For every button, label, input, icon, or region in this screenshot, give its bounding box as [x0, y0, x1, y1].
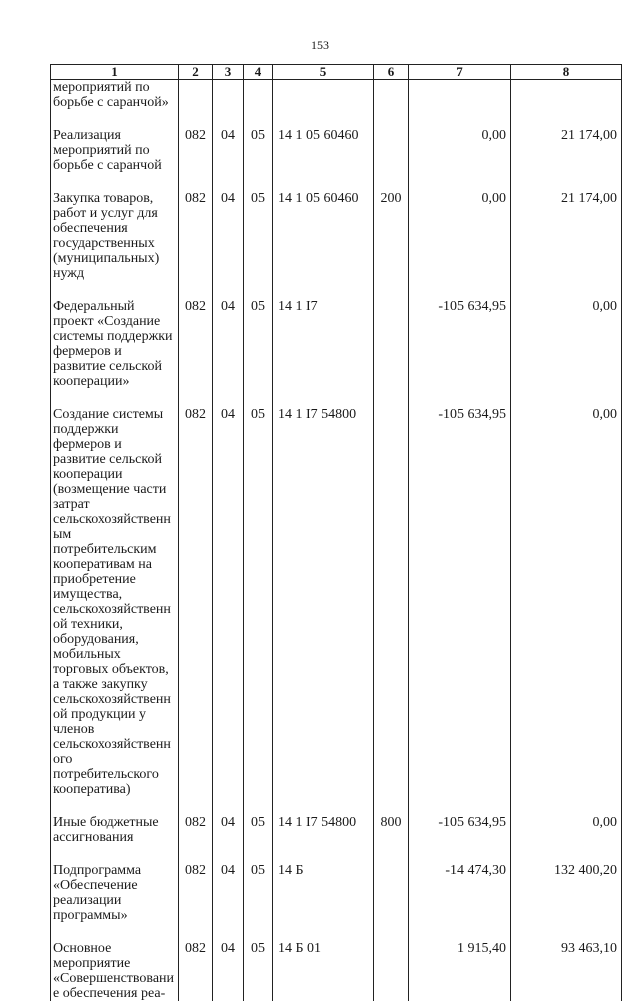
- spacer-cell: [409, 110, 511, 128]
- item-name: Закупка товаров, работ и услуг для обеспечения государственных (муниципальных) нужд: [51, 191, 179, 281]
- spacer-cell: [213, 845, 244, 863]
- spacer-cell: [409, 845, 511, 863]
- col-header-5: 5: [273, 65, 374, 80]
- spacer-cell: [213, 110, 244, 128]
- target-article-code: 14 1 I7 54800: [273, 407, 374, 797]
- spacer-cell: [51, 110, 179, 128]
- item-name: Создание системы поддержки фермеров и развитие сельской кооперации (возмещение части затрат сельскохозяйственным потребительским кооперативам на приобретение имущества, сельскохозяйственной техники, оборудования, мобильных торговых объектов, а также закупку сельскохозяйственной продукции у членов сельскохозяйственного потребительского кооператива): [51, 407, 179, 797]
- target-article-code: 14 Б 01: [273, 941, 374, 1001]
- spacer-cell: [511, 173, 622, 191]
- spacer-cell: [374, 173, 409, 191]
- spacer-cell: [511, 923, 622, 941]
- spacer-cell: [244, 281, 273, 299]
- row-spacer: [51, 173, 622, 191]
- spacer-cell: [179, 173, 213, 191]
- subsection-code: 05: [244, 191, 273, 281]
- spacer-cell: [511, 797, 622, 815]
- col-header-3: 3: [213, 65, 244, 80]
- spacer-cell: [51, 923, 179, 941]
- spacer-cell: [273, 389, 374, 407]
- ministry-code: 082: [179, 128, 213, 173]
- spacer-cell: [374, 845, 409, 863]
- item-name: Подпрограмма «Обеспечение реализации программы»: [51, 863, 179, 923]
- expense-type-code: 200: [374, 191, 409, 281]
- ministry-code: [179, 80, 213, 111]
- amount-change: [409, 80, 511, 111]
- spacer-cell: [273, 281, 374, 299]
- col-header-7: 7: [409, 65, 511, 80]
- spacer-cell: [409, 281, 511, 299]
- amount-change: 1 915,40: [409, 941, 511, 1001]
- amount-change: -14 474,30: [409, 863, 511, 923]
- section-code: 04: [213, 407, 244, 797]
- subsection-code: 05: [244, 941, 273, 1001]
- spacer-cell: [273, 173, 374, 191]
- spacer-cell: [179, 389, 213, 407]
- spacer-cell: [409, 797, 511, 815]
- table-row: [51, 80, 622, 111]
- item-name: мероприятий по борьбе с саранчой»: [51, 80, 179, 111]
- spacer-cell: [51, 281, 179, 299]
- expense-type-code: [374, 941, 409, 1001]
- item-name: Основное мероприятие «Совершенствование обеспечения реа-: [51, 941, 179, 1001]
- spacer-cell: [244, 110, 273, 128]
- row-spacer: [51, 797, 622, 815]
- amount-change: -105 634,95: [409, 815, 511, 845]
- row-spacer: [51, 845, 622, 863]
- ministry-code: 082: [179, 941, 213, 1001]
- section-code: 04: [213, 815, 244, 845]
- table-row: [51, 941, 622, 1001]
- spacer-cell: [374, 923, 409, 941]
- item-name: Федеральный проект «Создание системы поддержки фермеров и развитие сельской кооперации»: [51, 299, 179, 389]
- amount-total: 21 174,00: [511, 191, 622, 281]
- subsection-code: 05: [244, 863, 273, 923]
- table-row: [51, 191, 622, 281]
- spacer-cell: [511, 845, 622, 863]
- spacer-cell: [51, 389, 179, 407]
- spacer-cell: [244, 845, 273, 863]
- expense-type-code: 800: [374, 815, 409, 845]
- amount-total: 93 463,10: [511, 941, 622, 1001]
- expense-type-code: [374, 407, 409, 797]
- spacer-cell: [179, 110, 213, 128]
- spacer-cell: [409, 173, 511, 191]
- col-header-1: 1: [51, 65, 179, 80]
- table-body: [51, 80, 622, 1001]
- ministry-code: 082: [179, 191, 213, 281]
- spacer-cell: [244, 173, 273, 191]
- expense-type-code: [374, 299, 409, 389]
- ministry-code: 082: [179, 863, 213, 923]
- spacer-cell: [179, 281, 213, 299]
- amount-change: -105 634,95: [409, 407, 511, 797]
- target-article-code: [273, 80, 374, 111]
- target-article-code: 14 1 05 60460: [273, 191, 374, 281]
- table-row: [51, 815, 622, 845]
- section-code: 04: [213, 191, 244, 281]
- spacer-cell: [213, 281, 244, 299]
- section-code: 04: [213, 299, 244, 389]
- spacer-cell: [273, 923, 374, 941]
- section-code: 04: [213, 128, 244, 173]
- spacer-cell: [213, 173, 244, 191]
- subsection-code: [244, 80, 273, 111]
- spacer-cell: [374, 281, 409, 299]
- budget-table: [50, 64, 622, 1001]
- spacer-cell: [511, 110, 622, 128]
- spacer-cell: [179, 845, 213, 863]
- item-name: Реализация мероприятий по борьбе с саранчой: [51, 128, 179, 173]
- target-article-code: 14 1 I7: [273, 299, 374, 389]
- header-row: [51, 65, 622, 80]
- ministry-code: 082: [179, 299, 213, 389]
- ministry-code: 082: [179, 815, 213, 845]
- col-header-4: 4: [244, 65, 273, 80]
- spacer-cell: [244, 797, 273, 815]
- table-row: [51, 407, 622, 797]
- amount-change: 0,00: [409, 191, 511, 281]
- spacer-cell: [273, 845, 374, 863]
- spacer-cell: [213, 797, 244, 815]
- page-number: 153: [0, 38, 640, 53]
- spacer-cell: [51, 173, 179, 191]
- amount-change: 0,00: [409, 128, 511, 173]
- expense-type-code: [374, 128, 409, 173]
- target-article-code: 14 Б: [273, 863, 374, 923]
- col-header-8: 8: [511, 65, 622, 80]
- spacer-cell: [409, 389, 511, 407]
- table-row: [51, 863, 622, 923]
- row-spacer: [51, 281, 622, 299]
- spacer-cell: [51, 845, 179, 863]
- col-header-2: 2: [179, 65, 213, 80]
- spacer-cell: [511, 389, 622, 407]
- spacer-cell: [213, 389, 244, 407]
- amount-total: 132 400,20: [511, 863, 622, 923]
- spacer-cell: [179, 923, 213, 941]
- spacer-cell: [179, 797, 213, 815]
- row-spacer: [51, 389, 622, 407]
- expense-type-code: [374, 863, 409, 923]
- spacer-cell: [273, 797, 374, 815]
- spacer-cell: [244, 389, 273, 407]
- table-row: [51, 128, 622, 173]
- table-row: [51, 299, 622, 389]
- target-article-code: 14 1 05 60460: [273, 128, 374, 173]
- amount-total: 0,00: [511, 299, 622, 389]
- spacer-cell: [374, 797, 409, 815]
- subsection-code: 05: [244, 299, 273, 389]
- spacer-cell: [51, 797, 179, 815]
- subsection-code: 05: [244, 815, 273, 845]
- spacer-cell: [244, 923, 273, 941]
- spacer-cell: [273, 110, 374, 128]
- spacer-cell: [374, 110, 409, 128]
- amount-total: [511, 80, 622, 111]
- spacer-cell: [511, 281, 622, 299]
- spacer-cell: [374, 389, 409, 407]
- row-spacer: [51, 110, 622, 128]
- section-code: 04: [213, 941, 244, 1001]
- item-name: Иные бюджетные ассигнования: [51, 815, 179, 845]
- col-header-6: 6: [374, 65, 409, 80]
- amount-total: 21 174,00: [511, 128, 622, 173]
- row-spacer: [51, 923, 622, 941]
- spacer-cell: [213, 923, 244, 941]
- section-code: [213, 80, 244, 111]
- subsection-code: 05: [244, 128, 273, 173]
- expense-type-code: [374, 80, 409, 111]
- ministry-code: 082: [179, 407, 213, 797]
- amount-total: 0,00: [511, 815, 622, 845]
- subsection-code: 05: [244, 407, 273, 797]
- target-article-code: 14 1 I7 54800: [273, 815, 374, 845]
- section-code: 04: [213, 863, 244, 923]
- spacer-cell: [409, 923, 511, 941]
- amount-total: 0,00: [511, 407, 622, 797]
- amount-change: -105 634,95: [409, 299, 511, 389]
